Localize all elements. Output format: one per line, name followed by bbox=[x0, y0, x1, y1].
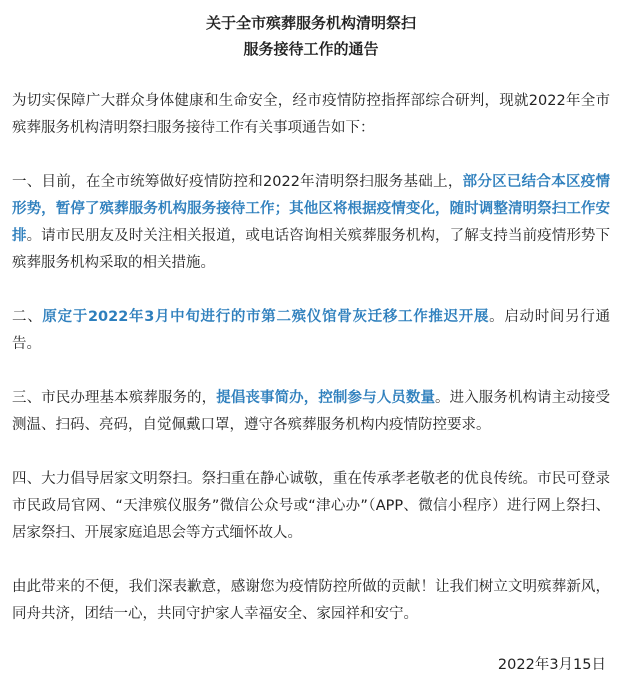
title-line-2: 服务接待工作的通告 bbox=[243, 40, 379, 58]
notice-date: 2022年3月15日 bbox=[497, 657, 606, 673]
item-4-paragraph: 四、大力倡导居家文明祭扫。祭扫重在静心诚敬，重在传承孝老敬老的优良传统。市民可登录市民政局官网、“天津殡仪服务”微信公众号或“津心办”（APP、微信小程序）进行网上祭扫、居家祭扫、开展家庭追思会等方式缅怀故人。 bbox=[12, 471, 610, 541]
item-2-text-tail: 。启动时间另行通告。 bbox=[12, 309, 611, 352]
notice-title bbox=[12, 10, 610, 62]
item-3-text: 三、市民办理基本殡葬服务的， bbox=[12, 390, 217, 406]
item-2-highlight: 原定于2022年3月中旬进行的市第二殡仪馆骨灰迁移工作推迟开展 bbox=[42, 309, 490, 325]
title-line-1: 关于全市殡葬服务机构清明祭扫 bbox=[205, 14, 416, 32]
item-2-paragraph bbox=[12, 304, 610, 358]
item-2-text: 二、 bbox=[12, 309, 43, 325]
item-1-text: 一、目前，在全市统筹做好疫情防控和2022年清明祭扫服务基础上， bbox=[12, 174, 463, 190]
item-1-paragraph bbox=[12, 169, 610, 277]
item-1-text-tail: 。请市民朋友及时关注相关报道，或电话咨询相关殡葬服务机构，了解支持当前疫情形势下殡葬服务机构采取的相关措施。 bbox=[12, 228, 611, 271]
item-3-paragraph bbox=[12, 385, 610, 439]
item-1-highlight: 部分区已结合本区疫情形势，暂停了殡葬服务机构服务接待工作；其他区将根据疫情变化，随时调整清明祭扫工作安排 bbox=[12, 174, 610, 244]
item-3-highlight: 提倡丧事简办，控制参与人员数量 bbox=[216, 390, 436, 406]
item-3-text-tail: 。进入服务机构请主动接受测温、扫码、亮码，自觉佩戴口罩，遵守各殡葬服务机构内疫情防控要求。 bbox=[12, 390, 611, 433]
intro-paragraph: 为切实保障广大群众身体健康和生命安全，经市疫情防控指挥部综合研判，现就2022年全市殡葬服务机构清明祭扫服务接待工作有关事项通告如下： bbox=[12, 93, 610, 136]
closing-paragraph: 由此带来的不便，我们深表歉意，感谢您为疫情防控所做的贡献！让我们树立文明殡葬新风，同舟共济，团结一心，共同守护家人幸福安全、家园祥和安宁。 bbox=[12, 579, 610, 622]
